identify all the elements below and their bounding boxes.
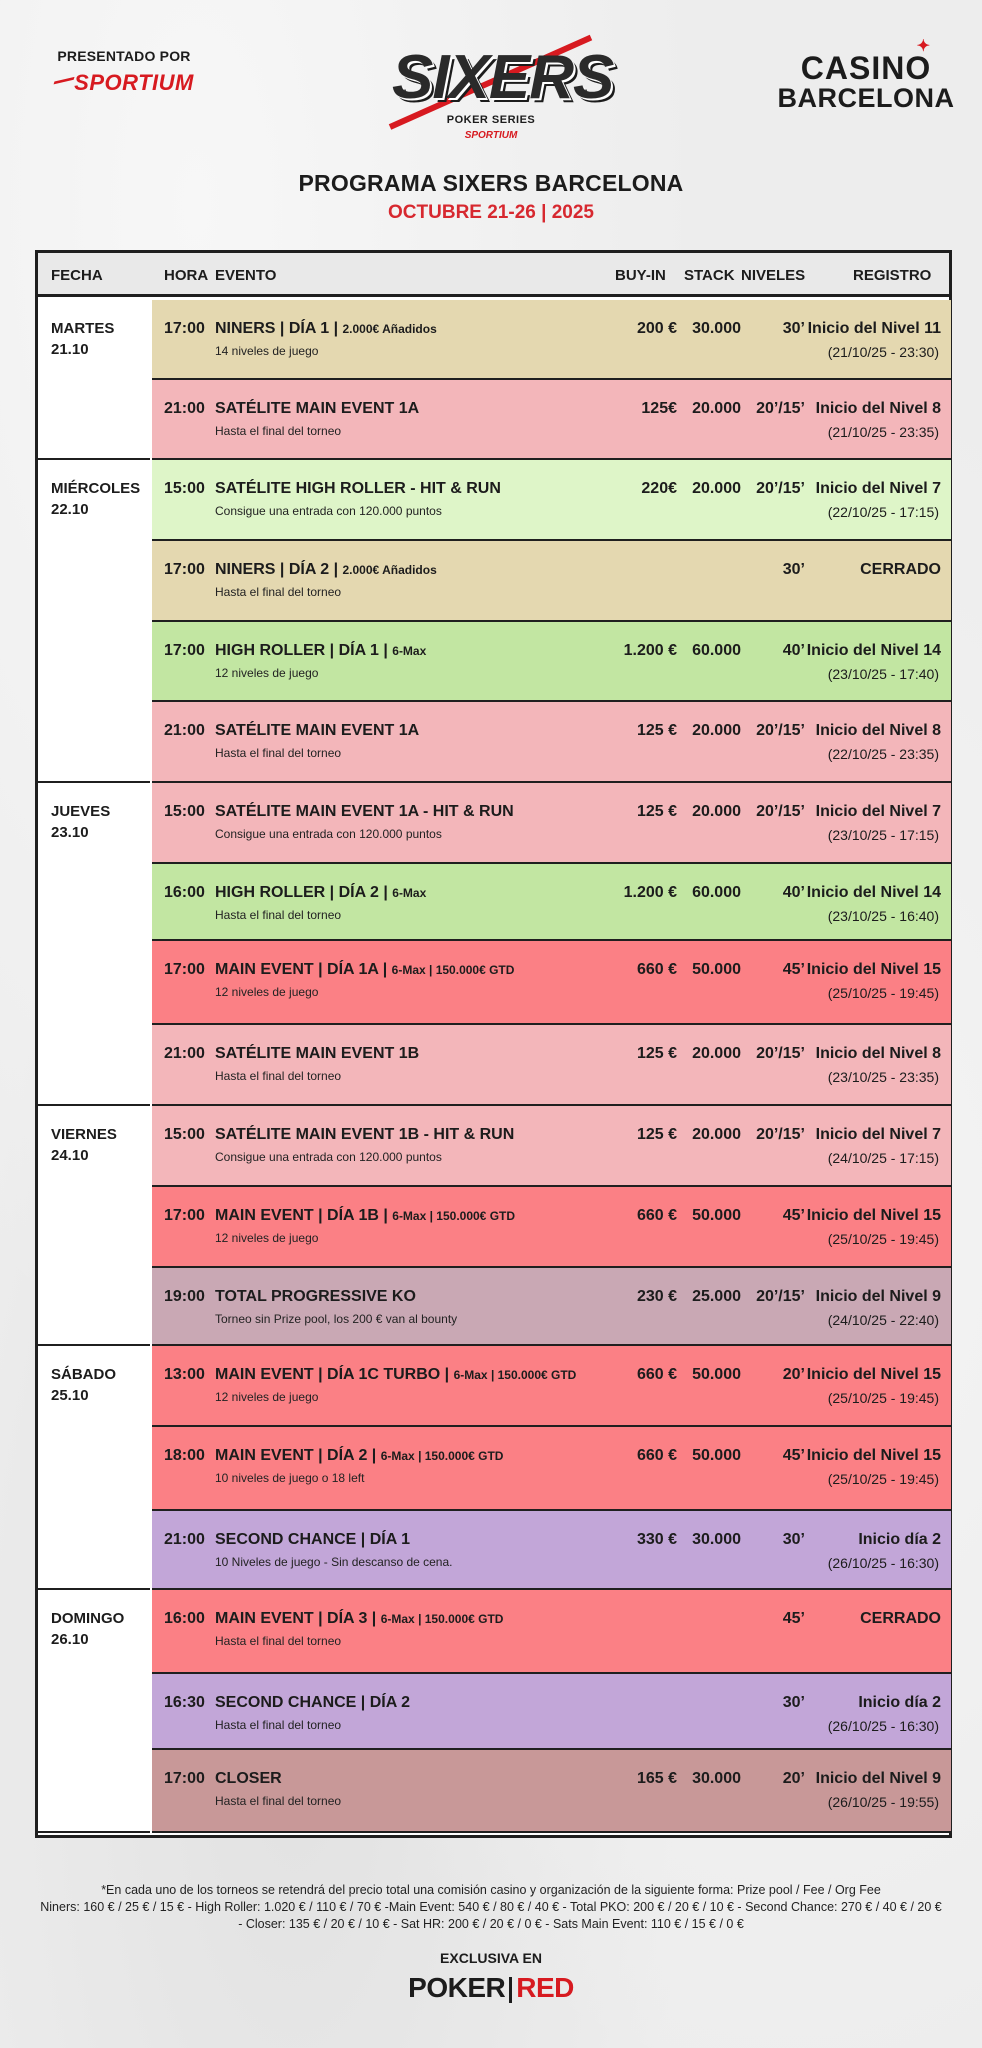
row-levels: 20’/15’	[756, 722, 805, 739]
row-registration: Inicio del Nivel 15	[806, 1447, 941, 1464]
row-registration-date: (23/10/25 - 23:35)	[827, 1069, 939, 1085]
day-name: VIERNES	[51, 1126, 117, 1143]
row-registration: Inicio del Nivel 8	[815, 722, 941, 739]
sixers-logo-series: POKER SERIES	[446, 114, 536, 126]
row-event-extra: 6-Max	[392, 644, 427, 658]
table-row	[152, 1674, 951, 1750]
row-time: 13:00	[164, 1366, 205, 1383]
row-event	[215, 722, 419, 740]
casino-logo-line2: BARCELONA	[777, 83, 955, 113]
row-description: Consigue una entrada con 120.000 puntos	[215, 827, 442, 841]
col-stack: STACK	[684, 267, 735, 284]
pokerred-divider	[509, 1977, 512, 2003]
row-buyin: 125 €	[636, 1045, 677, 1062]
row-description: 12 niveles de juego	[215, 985, 319, 999]
row-levels: 45’	[782, 961, 805, 978]
row-registration-date: (26/10/25 - 16:30)	[827, 1555, 939, 1571]
row-event-name: SATÉLITE MAIN EVENT 1A	[215, 722, 420, 739]
row-time: 17:00	[164, 1770, 205, 1787]
row-description: Torneo sin Prize pool, los 200 € van al bounty	[215, 1312, 458, 1326]
row-levels: 20’/15’	[756, 1126, 805, 1143]
row-stack: 30.000	[692, 1531, 741, 1548]
footnote-line2: Niners: 160 € / 25 € / 15 € - High Roller: 1.020 € / 110 € / 70 € -Main Event: 540 € / 80 € / 40 € - Total PKO: 200 € / 20 € / 10 € - Second Chance: 270 € / 40 € / 20 €	[40, 1900, 942, 1914]
row-registration-date: (25/10/25 - 19:45)	[827, 1471, 939, 1487]
col-buyin: BUY-IN	[615, 267, 666, 284]
row-event	[215, 961, 514, 979]
row-event	[215, 480, 501, 498]
row-event-name: HIGH ROLLER | DÍA 2 |	[215, 884, 393, 901]
day-date: 24.10	[51, 1147, 89, 1164]
row-description: 10 Niveles de juego - Sin descanso de cena.	[215, 1555, 453, 1569]
row-levels: 30’	[782, 1694, 805, 1711]
row-registration-date: (23/10/25 - 17:40)	[827, 666, 939, 682]
row-event-name: MAIN EVENT | DÍA 1A |	[215, 961, 392, 978]
row-event-extra: 6-Max | 150.000€ GTD	[380, 1449, 504, 1463]
row-levels: 20’/15’	[756, 803, 805, 820]
col-evento: EVENTO	[215, 267, 277, 284]
row-levels: 40’	[782, 642, 805, 659]
row-event-name: NINERS | DÍA 2 |	[215, 561, 343, 578]
day-cell	[38, 1590, 150, 1833]
table-row	[152, 1511, 951, 1590]
day-cell	[38, 460, 150, 783]
table-row	[152, 622, 951, 702]
row-stack: 20.000	[692, 400, 741, 417]
day-cell	[38, 783, 150, 1106]
row-time: 17:00	[164, 961, 205, 978]
table-row	[152, 380, 951, 460]
table-row	[152, 1025, 951, 1106]
row-buyin: 125 €	[636, 1126, 677, 1143]
row-description: Consigue una entrada con 120.000 puntos	[215, 504, 442, 518]
row-time: 17:00	[164, 1207, 205, 1224]
row-registration-date: (23/10/25 - 17:15)	[827, 827, 939, 843]
row-registration-date: (25/10/25 - 19:45)	[827, 985, 939, 1001]
sixers-logo-sportium: SPORTIUM	[464, 130, 518, 141]
row-event-extra: 6-Max	[392, 886, 427, 900]
row-description: Hasta el final del torneo	[215, 1634, 342, 1648]
page-title: PROGRAMA SIXERS BARCELONA	[298, 170, 684, 196]
table-row	[152, 1187, 951, 1268]
row-event-name: MAIN EVENT | DÍA 3 |	[215, 1610, 381, 1627]
col-niveles: NIVELES	[741, 267, 806, 284]
day-name: SÁBADO	[51, 1366, 117, 1383]
row-event-name: CLOSER	[215, 1770, 282, 1787]
row-registration-date: (25/10/25 - 19:45)	[827, 1231, 939, 1247]
row-description: Hasta el final del torneo	[215, 585, 342, 599]
row-registration: Inicio del Nivel 15	[806, 1207, 941, 1224]
day-name: JUEVES	[51, 803, 111, 820]
row-event	[215, 884, 426, 902]
row-stack: 50.000	[692, 961, 741, 978]
row-levels: 45’	[782, 1447, 805, 1464]
day-date: 23.10	[51, 824, 89, 841]
row-registration-date: (23/10/25 - 16:40)	[827, 908, 939, 924]
col-registro: REGISTRO	[853, 267, 932, 284]
row-levels: 30’	[782, 320, 805, 337]
row-event-name: SATÉLITE MAIN EVENT 1B	[215, 1045, 420, 1062]
table-row	[152, 1268, 951, 1346]
row-event-extra: 2.000€ Añadidos	[342, 563, 437, 577]
day-date: 21.10	[51, 341, 89, 358]
row-levels: 20’	[782, 1770, 805, 1787]
row-registration-date: (22/10/25 - 23:35)	[827, 746, 939, 762]
sixers-logo-word: SIXERS	[392, 43, 614, 112]
row-registration-date: (24/10/25 - 22:40)	[827, 1312, 939, 1328]
sportium-logo-text: SPORTIUM	[74, 70, 194, 95]
row-event-name: NINERS | DÍA 1 |	[215, 320, 343, 337]
row-event-extra: 6-Max | 150.000€ GTD	[392, 1209, 516, 1223]
row-event-name: SATÉLITE HIGH ROLLER - HIT & RUN	[215, 480, 501, 497]
row-registration: Inicio del Nivel 9	[815, 1770, 941, 1787]
col-fecha: FECHA	[51, 267, 103, 284]
row-event-extra: 6-Max | 150.000€ GTD	[453, 1368, 577, 1382]
pokerred-red-text: RED	[516, 1972, 574, 2003]
exclusive-label: EXCLUSIVA EN	[440, 1950, 542, 1966]
day-date: 22.10	[51, 501, 89, 518]
table-row	[152, 300, 951, 380]
row-buyin: 660 €	[636, 961, 677, 978]
row-buyin: 1.200 €	[623, 884, 677, 901]
row-time: 15:00	[164, 803, 205, 820]
row-event-name: SATÉLITE MAIN EVENT 1A	[215, 400, 420, 417]
sparkle-icon: ✦	[916, 38, 930, 55]
row-time: 15:00	[164, 480, 205, 497]
row-description: 14 niveles de juego	[215, 344, 319, 358]
pokerred-logo	[0, 1972, 982, 2004]
row-registration: Inicio del Nivel 15	[806, 961, 941, 978]
table-row	[152, 1106, 951, 1187]
row-time: 16:30	[164, 1694, 205, 1711]
day-cell	[38, 1106, 150, 1346]
row-buyin: 660 €	[636, 1207, 677, 1224]
row-registration: Inicio del Nivel 8	[815, 400, 941, 417]
sportium-logo	[44, 70, 204, 96]
day-cell	[38, 1346, 150, 1590]
day-name: MIÉRCOLES	[51, 480, 141, 497]
row-registration-date: (26/10/25 - 16:30)	[827, 1718, 939, 1734]
row-event-name: MAIN EVENT | DÍA 1B |	[215, 1207, 393, 1224]
footnote-line3: - Closer: 135 € / 20 € / 10 € - Sat HR: 200 € / 20 € / 0 € - Sats Main Event: 110 € / 15 € / 0 €	[238, 1917, 744, 1931]
row-stack: 20.000	[692, 803, 741, 820]
row-event-name: MAIN EVENT | DÍA 2 |	[215, 1447, 381, 1464]
row-stack: 20.000	[692, 722, 741, 739]
page-subtitle: OCTUBRE 21-26 | 2025	[388, 202, 594, 223]
table-row	[152, 1590, 951, 1674]
row-registration-date: (22/10/25 - 17:15)	[827, 504, 939, 520]
row-event-name: SECOND CHANCE | DÍA 2	[215, 1694, 411, 1711]
row-time: 21:00	[164, 1531, 205, 1548]
day-name: DOMINGO	[51, 1610, 125, 1627]
row-time: 17:00	[164, 642, 205, 659]
row-stack: 50.000	[692, 1447, 741, 1464]
row-buyin: 125€	[641, 400, 677, 417]
table-row	[152, 1750, 951, 1833]
row-stack: 50.000	[692, 1207, 741, 1224]
row-event	[215, 320, 437, 338]
row-registration: Inicio del Nivel 14	[806, 884, 941, 901]
row-time: 18:00	[164, 1447, 205, 1464]
row-buyin: 165 €	[636, 1770, 677, 1787]
row-buyin: 660 €	[636, 1447, 677, 1464]
row-registration: Inicio del Nivel 11	[807, 320, 941, 337]
row-description: Hasta el final del torneo	[215, 908, 342, 922]
row-event-name: HIGH ROLLER | DÍA 1 |	[215, 642, 393, 659]
row-time: 17:00	[164, 320, 205, 337]
presented-by-block	[44, 48, 204, 96]
table-row	[152, 783, 951, 864]
row-event	[215, 1694, 410, 1712]
row-time: 16:00	[164, 1610, 205, 1627]
row-registration-date: (25/10/25 - 19:45)	[827, 1390, 939, 1406]
row-stack: 25.000	[692, 1288, 741, 1305]
day-cell	[38, 300, 150, 460]
row-levels: 20’	[782, 1366, 805, 1383]
table-row	[152, 702, 951, 783]
row-registration: Inicio día 2	[858, 1694, 941, 1711]
row-time: 21:00	[164, 400, 205, 417]
table-row	[152, 1427, 951, 1511]
row-description: Hasta el final del torneo	[215, 746, 342, 760]
row-description: 12 niveles de juego	[215, 1231, 319, 1245]
row-event-name: SECOND CHANCE | DÍA 1	[215, 1531, 411, 1548]
row-buyin: 125 €	[636, 722, 677, 739]
row-stack: 60.000	[692, 884, 741, 901]
row-event-extra: 6-Max | 150.000€ GTD	[380, 1612, 504, 1626]
row-buyin: 125 €	[636, 803, 677, 820]
casino-barcelona-logo	[776, 38, 956, 113]
row-event	[215, 1126, 514, 1144]
row-buyin: 330 €	[636, 1531, 677, 1548]
row-description: 10 niveles de juego o 18 left	[215, 1471, 365, 1485]
row-registration-date: (21/10/25 - 23:35)	[827, 424, 939, 440]
row-registration: Inicio del Nivel 15	[806, 1366, 941, 1383]
row-description: 12 niveles de juego	[215, 666, 319, 680]
row-registration: Inicio del Nivel 9	[815, 1288, 941, 1305]
row-buyin: 220€	[641, 480, 677, 497]
row-levels: 20’/15’	[756, 480, 805, 497]
row-stack: 30.000	[692, 320, 741, 337]
row-event	[215, 400, 419, 418]
day-date: 25.10	[51, 1387, 89, 1404]
row-registration: Inicio del Nivel 8	[815, 1045, 941, 1062]
row-registration: Inicio día 2	[858, 1531, 941, 1548]
row-event	[215, 1045, 419, 1063]
sportium-swoosh-icon	[52, 77, 75, 91]
schedule-table	[35, 250, 952, 1838]
row-description: Hasta el final del torneo	[215, 1794, 342, 1808]
row-stack: 60.000	[692, 642, 741, 659]
row-registration-date: (24/10/25 - 17:15)	[827, 1150, 939, 1166]
row-event-extra: 6-Max | 150.000€ GTD	[391, 963, 515, 977]
pokerred-poker-text: POKER	[408, 1972, 506, 2003]
day-date: 26.10	[51, 1631, 89, 1648]
table-row	[152, 864, 951, 941]
row-event	[215, 1288, 416, 1306]
row-event-extra: 2.000€ Añadidos	[342, 322, 437, 336]
row-registration: CERRADO	[860, 561, 941, 578]
row-time: 15:00	[164, 1126, 205, 1143]
row-description: Hasta el final del torneo	[215, 1718, 342, 1732]
row-stack: 30.000	[692, 1770, 741, 1787]
row-buyin: 660 €	[636, 1366, 677, 1383]
row-levels: 20’/15’	[756, 1288, 805, 1305]
commission-footnote	[40, 1882, 942, 1933]
row-registration: CERRADO	[860, 1610, 941, 1627]
row-registration-date: (26/10/25 - 19:55)	[827, 1794, 939, 1810]
row-event	[215, 1207, 515, 1225]
row-registration-date: (21/10/25 - 23:30)	[827, 344, 939, 360]
row-levels: 20’/15’	[756, 1045, 805, 1062]
table-row	[152, 460, 951, 541]
row-time: 21:00	[164, 722, 205, 739]
row-time: 21:00	[164, 1045, 205, 1062]
col-hora: HORA	[164, 267, 209, 284]
footnote-line1: *En cada uno de los torneos se retendrá del precio total una comisión casino y organización de la siguiente forma: Prize pool / Fee / Org Fee	[101, 1883, 881, 1897]
row-levels: 45’	[782, 1207, 805, 1224]
row-event-name: SATÉLITE MAIN EVENT 1B - HIT & RUN	[215, 1126, 515, 1143]
row-time: 16:00	[164, 884, 205, 901]
row-buyin: 200 €	[636, 320, 677, 337]
table-row	[152, 1346, 951, 1427]
row-buyin: 230 €	[636, 1288, 677, 1305]
row-description: Hasta el final del torneo	[215, 1069, 342, 1083]
row-description: 12 niveles de juego	[215, 1390, 319, 1404]
row-time: 19:00	[164, 1288, 205, 1305]
row-event	[215, 1610, 503, 1628]
row-buyin: 1.200 €	[623, 642, 677, 659]
row-event	[215, 1770, 282, 1788]
row-stack: 20.000	[692, 1126, 741, 1143]
row-event	[215, 561, 437, 579]
row-levels: 30’	[782, 1531, 805, 1548]
row-event	[215, 1447, 503, 1465]
row-description: Consigue una entrada con 120.000 puntos	[215, 1150, 442, 1164]
row-stack: 20.000	[692, 1045, 741, 1062]
table-header	[38, 253, 949, 297]
row-event	[215, 1366, 576, 1384]
row-event	[215, 803, 514, 821]
row-levels: 40’	[782, 884, 805, 901]
sixers-logo	[380, 14, 614, 144]
row-levels: 45’	[782, 1610, 805, 1627]
row-description: Hasta el final del torneo	[215, 424, 342, 438]
row-event	[215, 1531, 410, 1549]
row-registration: Inicio del Nivel 7	[815, 480, 941, 497]
row-levels: 20’/15’	[756, 400, 805, 417]
row-event-name: TOTAL PROGRESSIVE KO	[215, 1288, 416, 1305]
row-registration: Inicio del Nivel 7	[815, 803, 941, 820]
row-registration: Inicio del Nivel 7	[815, 1126, 941, 1143]
table-row	[152, 941, 951, 1025]
row-event-name: SATÉLITE MAIN EVENT 1A - HIT & RUN	[215, 803, 514, 820]
row-event	[215, 642, 426, 660]
row-levels: 30’	[782, 561, 805, 578]
day-name: MARTES	[51, 320, 115, 337]
presented-by-label: PRESENTADO POR	[57, 48, 191, 64]
table-row	[152, 541, 951, 622]
row-time: 17:00	[164, 561, 205, 578]
row-event-name: MAIN EVENT | DÍA 1C TURBO |	[215, 1366, 454, 1383]
row-stack: 20.000	[692, 480, 741, 497]
row-registration: Inicio del Nivel 14	[806, 642, 941, 659]
casino-logo-line1: CASINO	[800, 50, 932, 86]
row-stack: 50.000	[692, 1366, 741, 1383]
